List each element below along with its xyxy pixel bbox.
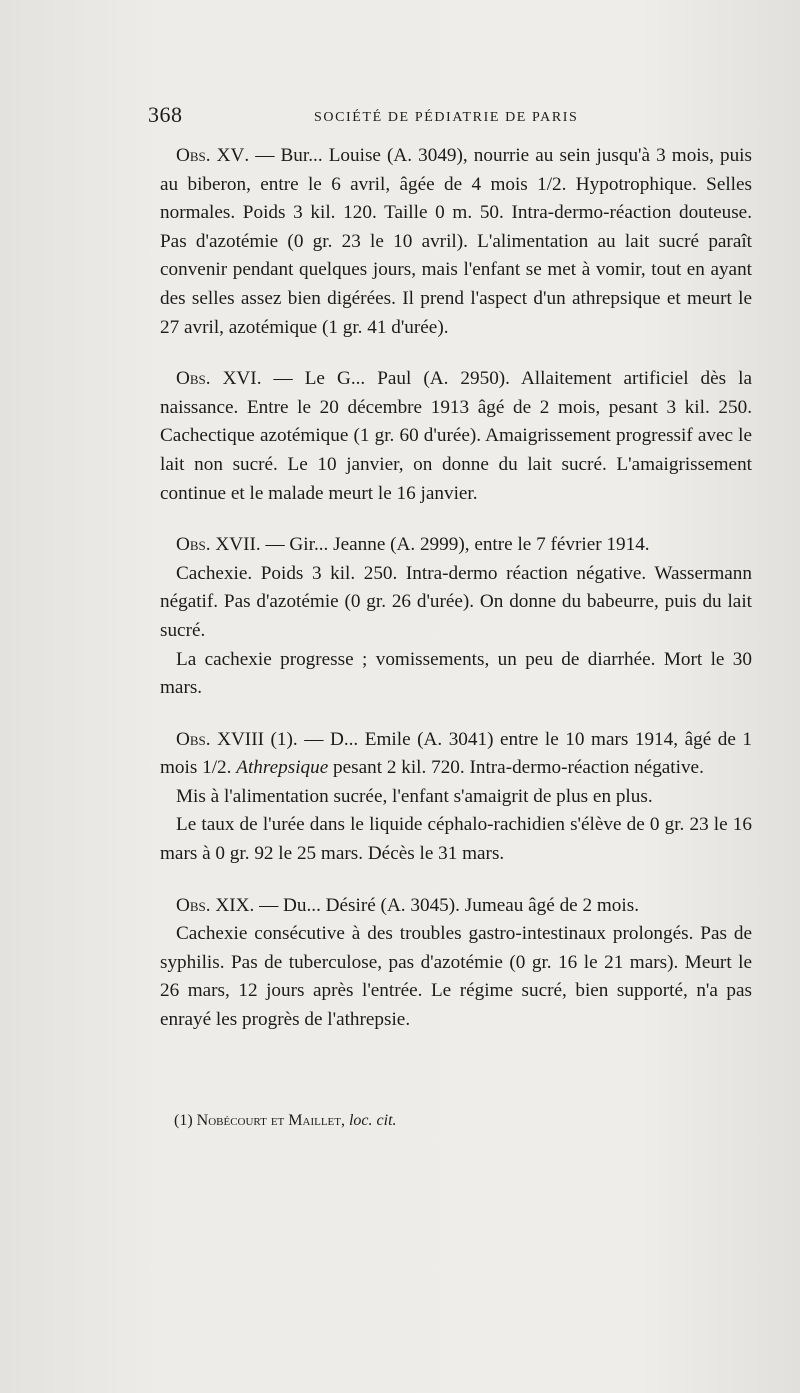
obs-paragraph: Cachexie. Poids 3 kil. 250. Intra-dermo réaction négative. Wassermann négatif. Pas d'azotémie (0 gr. 26 d'urée). On donne du babeurre, puis du lait sucré. [160,562,752,641]
obs-label: Obs. XVI [176,368,257,390]
obs-intro-italic: Athrepsique [236,757,329,779]
obs-paragraph: Le taux de l'urée dans le liquide céphalo-rachidien s'élève de 0 gr. 23 le 16 mars à 0 gr. 92 le 25 mars. Décès le 31 mars. [160,814,752,865]
obs-intro: pesant 2 kil. 720. Intra-dermo-réaction négative. [328,757,704,779]
obs-paragraph: Cachexie consécutive à des troubles gastro-intestinaux prolongés. Pas de syphilis. Pas de tuberculose, pas d'azotémie (0 gr. 16 le 21 mars). Meurt le 26 mars, 12 jours après l'entrée. Le régime sucré, bien supporté, n'a pas enrayé les progrès de l'athrepsie. [160,923,752,1031]
obs-paragraph: . — Bur... Louise (A. 3049), nourrie au sein jusqu'à 3 mois, puis au biberon, entre le 6 avril, âgée de 4 mois 1/2. Hypotrophique. Selles normales. Poids 3 kil. 120. Taille 0 m. 50. Intra-dermo-réaction douteuse. Pas d'azotémie (0 gr. 23 le 10 avril). L'alimentation au lait sucré paraît convenir pendant quelques jours, mais l'enfant se met à vomir, tout en ayant des selles assez bien digérées. Il prend l'aspect d'un athrepsique et meurt le 27 avril, azotémique (1 gr. 41 d'urée). [160,145,752,338]
body-text [160,142,752,1035]
observation-xix [160,892,752,921]
obs-label: Obs. XVII [176,534,256,556]
footnote [174,1110,734,1132]
footnote-authors: Nobécourt et Maillet, [196,1112,345,1129]
obs-paragraph: Mis à l'alimentation sucrée, l'enfant s'amaigrit de plus en plus. [176,785,653,807]
footnote-ref: (1) [270,728,293,750]
page-header [148,102,708,136]
obs-paragraph: . — Le G... Paul (A. 2950). Allaitement artificiel dès la naissance. Entre le 20 décembre 1913 âgé de 2 mois, pesant 3 kil. 250. Cachectique azotémique (1 gr. 60 d'urée). Amaigrissement progressif avec le lait non sucré. Le 10 janvier, on donne du lait sucré. L'amaigrissement continue et le malade meurt le 16 janvier. [160,368,752,504]
obs-paragraph: La cachexie progresse ; vomissements, un peu de diarrhée. Mort le 30 mars. [160,648,752,699]
obs-label: Obs. XV [176,145,245,166]
obs-paragraph: . — Gir... Jeanne (A. 2999), entre le 7 février 1914. [255,534,650,556]
observation-xv [160,142,752,342]
obs-label: Obs. XIX [176,894,250,916]
observation-xviii [160,726,752,783]
running-title: SOCIÉTÉ DE PÉDIATRIE DE PARIS [314,110,579,125]
observation-xvii [160,531,752,560]
footnote-number: (1) [174,1112,193,1129]
page-number: 368 [148,102,183,127]
obs-intro: . — D... Emile (A. 3041) entre le 10 mars 1914, âgé de 1 mois 1/2. [160,728,753,779]
obs-paragraph: . — Du... Désiré (A. 3045). Jumeau âgé de 2 mois. [249,894,639,916]
obs-label: Obs. XVIII [176,728,264,750]
observation-xvi [160,365,752,508]
footnote-citation: loc. cit. [348,1112,397,1129]
